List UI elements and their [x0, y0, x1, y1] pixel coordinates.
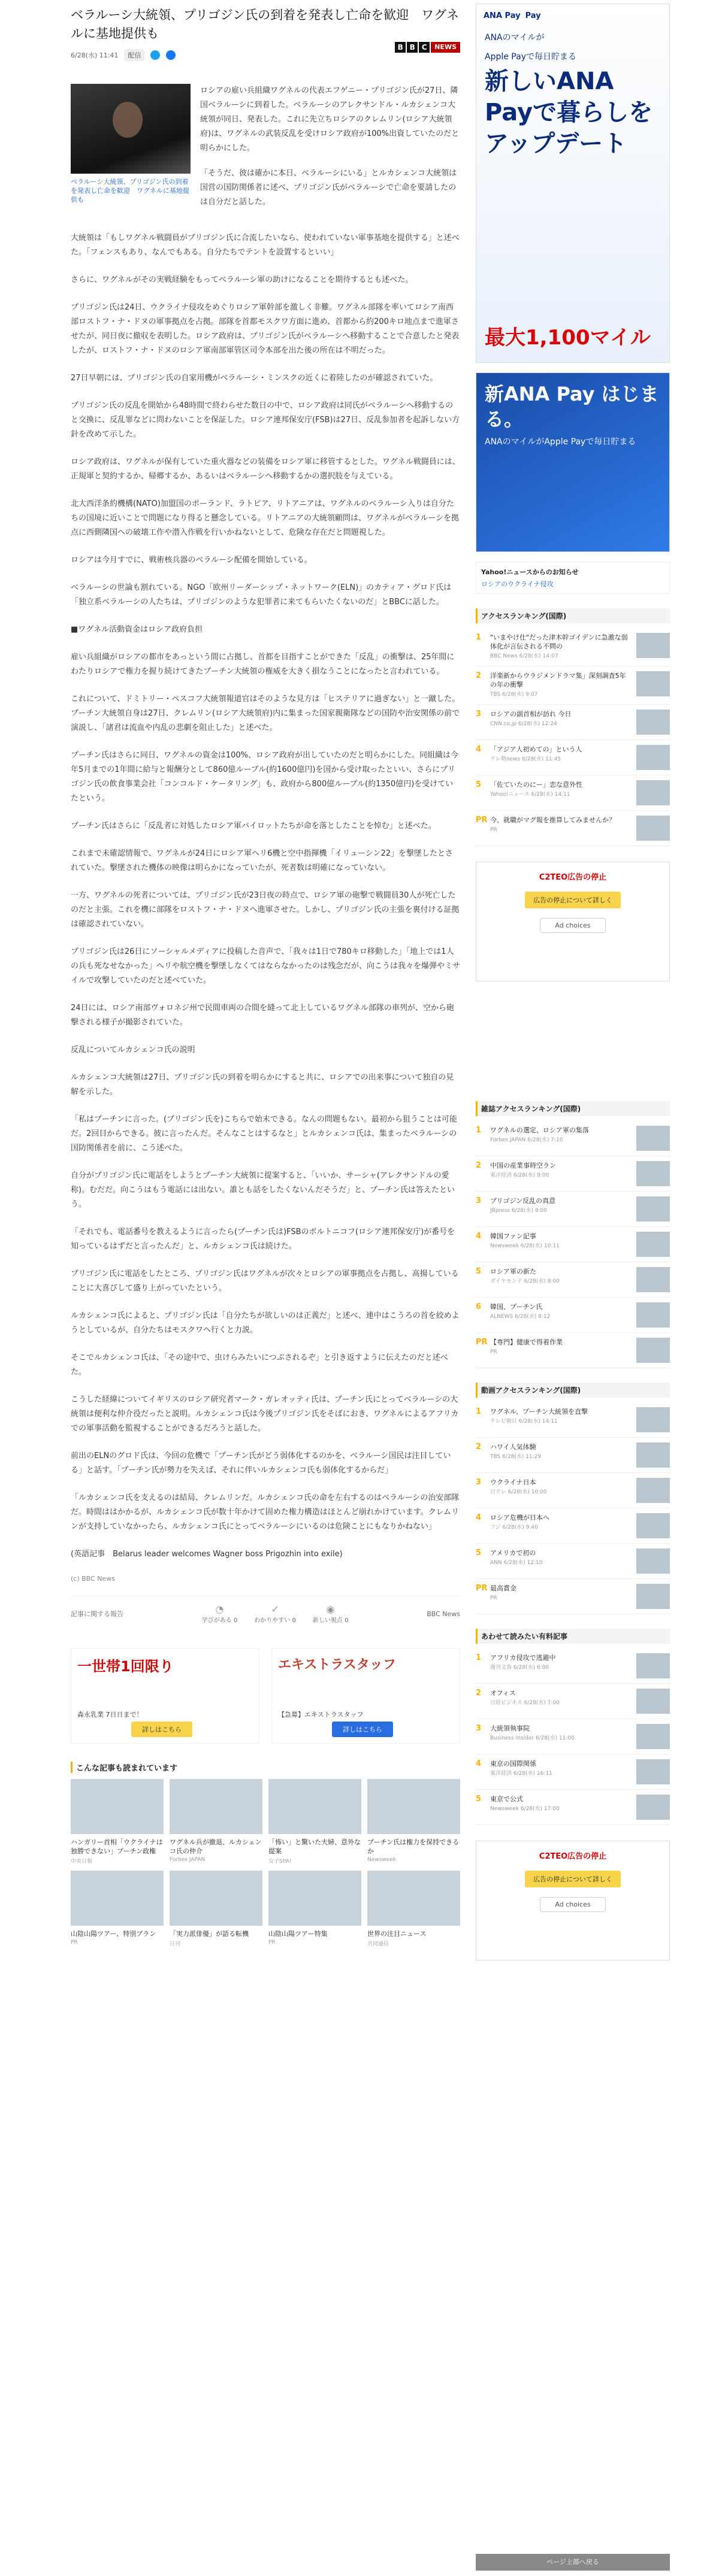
bbc-logo-c: C — [419, 42, 430, 53]
rank-title[interactable]: プリゴジン反乱の真意 JBpress 6/28(水) 8:00 — [490, 1196, 632, 1216]
ranking-item[interactable] — [476, 1473, 670, 1508]
rank-number: 3 — [476, 1478, 482, 1487]
inline-ads — [71, 1648, 460, 1744]
ranking-item[interactable] — [476, 1298, 670, 1333]
article-paragraph: 大統領は「もしワグネル戦闘員がプリゴジン氏に合流したいなら、使われていない軍事基地を提供する」と述べた。「フェンスもあり、なんでもある。自分たちでテントを設置するといい」 — [71, 234, 460, 257]
recommend-heading: こんな記事も読まれています — [71, 1762, 460, 1773]
rank-title[interactable]: ウクライナ日本 日テレ 6/28(水) 10:00 — [490, 1478, 632, 1497]
rank-thumbnail[interactable] — [636, 1232, 670, 1257]
article-paragraph: 「ルカシェンコ氏を支えるのは結局、クレムリンだ。ルカシェンコ氏の命を左右するのはベラルーシの治安部隊だ。時間ははかかるが、ルカシェンコ氏が数十年かけて固めた権力構造はほとんど崩れかけています。クレムリンが支持していなかったら、ルカシェンコ氏にとってベラルーシにいるのは危険ことにもなりかねない」 — [71, 1493, 460, 1531]
rank-number: PR — [476, 1584, 488, 1593]
recommend-source: Newsweek — [367, 1857, 396, 1863]
ad-button[interactable]: 詳しはこちら — [332, 1722, 393, 1737]
ad-morinaga[interactable] — [71, 1648, 259, 1744]
rank-number: 2 — [476, 1161, 482, 1170]
ranking-item[interactable] — [476, 740, 670, 775]
article-paragraph: 北大西洋条約機構(NATO)加盟国のポーランド、ラトビア、リトアニアは、ワグネルのベラルーシ入りは自分たちの国境に近いことで問題になり得ると懸念している。リトアニアの大統領顧問は、ワグネルがベラルーシを拠点に西側隣国への破壊工作や潜入作戦を行いかねないとして、危険な存在だと問題視した。 — [71, 499, 460, 537]
rank-thumbnail[interactable] — [636, 1267, 670, 1292]
rank-source: TBS 6/28(水) 11:29 — [490, 1454, 542, 1460]
rank-number: 1 — [476, 633, 482, 642]
rank-thumbnail[interactable] — [636, 1478, 670, 1503]
bbc-logo-b2: B — [407, 42, 418, 53]
ana-pay-ad-2[interactable] — [476, 372, 670, 552]
rank-title[interactable]: 韓国、プーチン氏 ALNEWS 6/28(水) 8:12 — [490, 1302, 632, 1322]
rank-thumbnail[interactable] — [636, 1584, 670, 1609]
facebook-share-icon[interactable] — [166, 50, 176, 60]
rank-number: 6 — [476, 1302, 482, 1311]
ad-sub: ANAのマイルがApple Payで毎日貯まる — [485, 437, 636, 447]
ana-pay-logo: ANA Pay — [484, 11, 521, 20]
recommend-source: PR — [268, 1939, 276, 1945]
rank-source: 日経ビジネス 6/28(水) 7:00 — [490, 1700, 560, 1706]
ad-mile: 最大1,100マイル — [485, 326, 651, 350]
ranking-item[interactable] — [476, 1156, 670, 1192]
ad-headline: 新ANA Pay はじまる。 — [485, 383, 659, 431]
rank-source: JBpress 6/28(水) 8:00 — [490, 1208, 548, 1214]
ranking-item[interactable] — [476, 1648, 670, 1684]
recommend-grid — [71, 1779, 460, 1947]
rank-title[interactable]: ロシア軍の新た ダイヤモンド 6/28(水) 8:00 — [490, 1267, 632, 1286]
rank-source: CNN.co.jp 6/28(水) 12:24 — [490, 721, 557, 727]
rank-number: 2 — [476, 671, 482, 680]
video-ranking-heading: 動画アクセスランキング(国際) — [476, 1383, 670, 1398]
article-paragraph: ■ワグネル活動資金はロシア政府負担 — [71, 625, 203, 634]
rank-source: 週刊文春 6/28(水) 6:00 — [490, 1665, 549, 1671]
lead-text — [200, 84, 460, 220]
rank-number: 3 — [476, 1196, 482, 1205]
article-paragraph: 一方、ワグネルの死者については、プリゴジン氏が23日夜の時点で、ロシア軍の砲撃で戦闘員30人が死亡したのだと主張。これを機に部隊をロストフ・ナ・ドヌへ進軍させた。しかし、プリゴジン氏の主張を裏付ける証拠は確認されていない。 — [71, 891, 460, 929]
ad-choices-button[interactable]: Ad choices — [540, 1897, 606, 1912]
article-paragraph: プーチン氏はさらに「反乱者に対処したロシア軍パイロットたちが命を落としたことを悼む」と述べた。 — [71, 822, 436, 831]
ad-line1: ANAのマイルが — [485, 33, 545, 43]
reaction-learn[interactable]: ◔ 学びがある 0 — [201, 1604, 238, 1624]
twitter-share-icon[interactable] — [150, 50, 160, 60]
rank-number: 3 — [476, 710, 482, 719]
ad-title: 一世帯1回限り — [77, 1658, 174, 1675]
rank-thumbnail[interactable] — [636, 633, 670, 658]
footer-source: BBC News — [427, 1610, 460, 1618]
article-paragraph: こうした経緯についてイギリスのロシア研究者マーク・ガレオッティ氏は、プーチン氏にとってベラルーシの大統領は便利な仲介役だったと説明。ルカシェンコ氏は今後プリゴジン氏をそばにおき、ワグネルによるアフリカでの軍事活動を監視することができるだろうと話した。 — [71, 1395, 459, 1433]
reaction-new[interactable]: ◉ 新しい視点 0 — [312, 1604, 349, 1624]
bbc-news-logo — [395, 42, 460, 53]
article-paragraph: 「私はプーチンに言った。(プリゴジン氏を)こちらで始末できる。なんの問題もない。最初から狙うことは可能だ。2回目からできる。彼に言ったんだ。そんなことはするなと」とルカシェンコ氏は、集まったベラルーシの国防関係者を前に、こう述べた。 — [71, 1115, 457, 1153]
article-paragraph: プリゴジン氏に電話をしたところ、プリゴジン氏はワグネルが次々とロシアの軍事拠点を占拠し、高揚していることに大喜びして盛り上がっていたという。 — [71, 1269, 459, 1293]
rank-thumbnail[interactable] — [636, 710, 670, 735]
ranking-item[interactable] — [476, 1754, 670, 1790]
notice-link[interactable]: ロシアのウクライナ侵攻 — [481, 580, 554, 588]
article-paragraph: 自分がプリゴジン氏に電話をしようとプーチン大統領に提案すると、「いいか、サーシャ(アレクサンドルの愛称)。むだだ。向こうはもう電話には出ない。誰とも話をしたくないんだそうだ」と、プーチン氏は答えたという。 — [71, 1171, 455, 1209]
ad-button[interactable]: 詳しはこちら — [131, 1722, 192, 1737]
rank-source: BBC News 6/28(水) 14:07 — [490, 653, 558, 659]
ranking-item[interactable] — [476, 1402, 670, 1438]
rank-thumbnail[interactable] — [636, 1126, 670, 1151]
article-paragraph: プーチン氏はさらに同日、ワグネルの資金は100%、ロシア政府が出していたのだと明らかにした。同組織は今年5月までの1年間に給与と報酬分として860億ルーブル(約1600億円)を国から受け取ったといい、さらにプリゴジン氏の飲食事業会社「コンコルド・ケータリング」も、政府から800億ルーブル(約1350億円)を受けていたという。 — [71, 751, 458, 803]
ad-line2: Apple Payで毎日貯まる — [485, 52, 576, 62]
rank-number: 4 — [476, 1513, 482, 1522]
rank-title[interactable]: オフィス 日経ビジネス 6/28(水) 7:00 — [490, 1689, 632, 1708]
rank-title[interactable]: "いまやけ仕"だった津木幹ゴイデンに急激な弱体化が言伝される不問の BBC News 6/28(水) 14:07 — [490, 633, 632, 661]
lead-paragraph: 「そうだ、彼は確かに本日、ベラルーシにいる」とルカシェンコ大統領は国営の国防関係者に述べ、プリゴジン氏がベラルーシで亡命を要請したのは自分だと話した。 — [200, 169, 457, 207]
ranking-item[interactable] — [476, 811, 670, 846]
article-paragraph: 雇い兵組織がロシアの都市をあっという間に占拠し、首都を目指すことができた「反乱」の衝撃は、25年間にわたりロシアで権力を握り続けてきたプーチン大統領の権威を大きく損なうことになったと言われている。 — [71, 653, 455, 676]
rank-title[interactable]: アフリカ侵攻で逃避中 週刊文春 6/28(水) 6:00 — [490, 1653, 632, 1672]
article-date: 6/28(水) 11:41 — [71, 51, 119, 59]
rank-thumbnail[interactable] — [636, 1442, 670, 1468]
article-paragraph: 反乱についてルカシェンコ氏の説明 — [71, 1045, 195, 1054]
article-photo-image[interactable] — [71, 84, 191, 174]
ad-pause-box — [476, 862, 670, 981]
ranking-item[interactable] — [476, 705, 670, 740]
article-paragraph: プリゴジン氏は24日、ウクライナ侵攻をめぐりロシア軍幹部を激しく非難。ワグネル部隊を率いてロシア南西部ロストフ・ナ・ドヌの軍事拠点を占拠。部隊を首都モスクワ方面に進め、首都から約200キロ地点まで進軍させたが、同日夜に撤収を表明した。ロシア政府は、プリゴジン氏がベラルーシへ移動することで合意したと発表したが、ロストフ・ナ・ドヌのロシア軍南部軍管区司令本部を出た後の所在は不明だった。 — [71, 303, 460, 355]
recommend-card[interactable] — [367, 1871, 460, 1947]
ad-pause-box-2 — [476, 1841, 670, 1960]
rank-source: ダイヤモンド 6/28(水) 8:00 — [490, 1278, 560, 1284]
rank-source: ANN 6/28(水) 12:10 — [490, 1560, 543, 1566]
rank-thumbnail[interactable] — [636, 1513, 670, 1538]
article-paragraph: ロシア政府は、ワグネルが保有していた重火器などの装備をロシア軍に移管するとした。ワグネル戦闘員には、正規軍と契約するか、帰郷するか、あるいはベラルーシへ移動するかの選択肢を与えている。 — [71, 457, 460, 481]
recommend-title[interactable]: ワグネル兵が撤退、ルカシェンコ氏の仲介 — [170, 1838, 262, 1855]
article-paragraph: これまで未確認情報で、ワグネルが24日にロシア軍ヘリ6機と空中指揮機「イリューシン22」を撃墜したとされていた。撃墜された機体の映像は明らかになっていたが、死者数は明確になっていない。 — [71, 849, 453, 872]
magazine-ranking-heading: 雑誌アクセスランキング(国際) — [476, 1101, 670, 1116]
article-photo[interactable] — [71, 84, 191, 220]
rank-thumbnail[interactable] — [636, 671, 670, 696]
ad-logos — [476, 4, 669, 28]
recommend-title[interactable]: 「実力派俳優」が語る転機 — [170, 1930, 249, 1938]
recommend-thumbnail[interactable] — [268, 1871, 361, 1926]
article-body — [71, 231, 460, 1562]
recommend-card[interactable] — [170, 1871, 262, 1947]
photo-caption[interactable]: ベラルーシ大統領、プリゴジン氏の到着を発表し亡命を歓迎 ワグネルに基地提供も — [71, 178, 189, 204]
rank-number: 5 — [476, 1267, 482, 1276]
article-footer — [71, 1596, 460, 1624]
rank-source: PR — [490, 1595, 497, 1601]
rank-source: ALNEWS 6/28(水) 8:12 — [490, 1314, 551, 1320]
video-ranking — [476, 1402, 670, 1614]
copyright: (c) BBC News — [71, 1575, 115, 1583]
recommend-title[interactable]: ハンガリー首相「ウクライナは独勝できない」プーチン政権 — [71, 1838, 163, 1855]
recommend-source: 共同通信 — [367, 1941, 389, 1947]
pause-heading: C2TEO広告の停止 — [539, 873, 607, 882]
article-paragraph: さらに、ワグネルがその実戦経験をもってベラルーシ軍の助けになることを期待するとも述べた。 — [71, 275, 413, 284]
notice-heading: Yahoo!ニュースからのお知らせ — [481, 568, 579, 576]
ranking-item[interactable] — [476, 1544, 670, 1579]
report-link[interactable]: 記事に関する報告 — [71, 1610, 123, 1618]
rank-source: テレビ朝日 6/28(水) 14:11 — [490, 1419, 558, 1425]
rank-thumbnail[interactable] — [636, 1795, 670, 1820]
rank-title[interactable]: 韓国ファン記事 Newsweek 6/28(水) 10:11 — [490, 1232, 632, 1251]
sidebar — [476, 0, 670, 1960]
ranking-item[interactable] — [476, 1508, 670, 1544]
rank-thumbnail[interactable] — [636, 1407, 670, 1432]
bbc-logo-b1: B — [395, 42, 406, 53]
ranking-item[interactable] — [476, 775, 670, 811]
rank-title[interactable]: 「佐ていたのにー」恋な意外性 Yahoo!ニュース 6/28(水) 14:11 — [490, 780, 632, 799]
ana-pay-ad[interactable] — [476, 4, 670, 363]
article-paragraph: 27日早朝には、プリゴジン氏の自家用機がベラルーシ・ミンスクの近くに着陸したのが確認されていた。 — [71, 374, 438, 383]
main-column — [71, 0, 460, 1947]
rank-title[interactable]: ハワイ人気体験 TBS 6/28(水) 11:29 — [490, 1442, 632, 1462]
reaction-clear[interactable]: ✓ わかりやすい 0 — [254, 1604, 296, 1624]
recommend-card[interactable] — [170, 1779, 262, 1865]
rank-title[interactable]: 今、就職がマグ報を推算してみませんか？ PR — [490, 816, 632, 835]
rank-title[interactable]: ワグネル、プーチン大統領を直撃 テレビ朝日 6/28(水) 14:11 — [490, 1407, 632, 1426]
rank-number: 1 — [476, 1653, 482, 1662]
rank-thumbnail[interactable] — [636, 1689, 670, 1714]
recommend-thumbnail[interactable] — [71, 1871, 164, 1926]
rank-source: フジ 6/28(水) 9:40 — [490, 1525, 538, 1531]
rank-source: TBS 6/28(水) 9:07 — [490, 692, 538, 698]
article-paragraph: プリゴジン氏は26日にソーシャルメディアに投稿した音声で、「我々は1日で780キロ移動した」「地上では1人の兵も死なせなかった」へリや航空機を撃墜しなくてはならなかったのは残念だが、向こうは我々を爆弾やミサイルで攻撃していたのだと述べていた。 — [71, 947, 461, 985]
ranking-item[interactable] — [476, 628, 670, 666]
recommend-title[interactable]: 山陰山陽ツアー、特別プラン — [71, 1930, 156, 1938]
rank-number: 2 — [476, 1689, 482, 1698]
rank-number: 2 — [476, 1442, 482, 1451]
rank-title[interactable]: 中国の産業事時空ラン 東洋経済 6/28(水) 9:00 — [490, 1161, 632, 1180]
rank-title[interactable]: 大統領執事院 Business Insider 6/28(水) 11:00 — [490, 1724, 632, 1743]
yahoo-notice[interactable] — [476, 562, 670, 594]
recommend-thumbnail[interactable] — [170, 1871, 262, 1926]
recommend-thumbnail[interactable] — [367, 1779, 460, 1834]
recommend-title[interactable]: 山陰山陽ツアー特集 — [268, 1930, 328, 1938]
rank-number: 3 — [476, 1724, 482, 1733]
rank-number: 4 — [476, 1232, 482, 1241]
rank-source: Forbes JAPAN 6/28(水) 7:10 — [490, 1137, 563, 1143]
rank-number: 1 — [476, 1407, 482, 1416]
rank-thumbnail[interactable] — [636, 1653, 670, 1678]
rank-source: 東洋経済 6/28(水) 16:11 — [490, 1771, 552, 1777]
rank-title[interactable]: 東京で公式 Newsweek 6/28(水) 17:00 — [490, 1795, 632, 1814]
recommend-thumbnail[interactable] — [268, 1779, 361, 1834]
article-paragraph: プリゴジン氏の反乱を開始から48時間で終わらせた数日の中で、ロシア政府は同氏がベラルーシへ移動するのと交換に、反乱罪などに問わないことを保証した。ロシア連邦保安庁(FSB)は27日、反乱参加者を起訴しない方針を改めて示した。 — [71, 401, 460, 439]
recommend-thumbnail[interactable] — [367, 1871, 460, 1926]
article-paragraph: 24日には、ロシア南部ヴォロネジ州で民間車両の合間を縫って北上しているワグネル部隊の車列が、空から砲撃される様子が撮影されていた。 — [71, 1004, 454, 1027]
ranking-item[interactable] — [476, 1333, 670, 1368]
recommend-title[interactable]: 「怖い」と驚いた夫婦、意外な提案 — [268, 1838, 361, 1855]
article-paragraph: 「それでも、電話番号を教えるように言ったら(プーチン氏は)FSBのボルトニコフ(ロシア連邦保安庁)が番号を知っているはずだと言ったんだ」と、ルカシェンコ氏は続けた。 — [71, 1228, 455, 1251]
rank-thumbnail[interactable] — [636, 780, 670, 805]
rank-number: 5 — [476, 780, 482, 789]
ad-choices-button[interactable]: Ad choices — [540, 918, 606, 933]
ranking-item[interactable] — [476, 1579, 670, 1614]
rank-thumbnail[interactable] — [636, 1724, 670, 1749]
rank-title[interactable]: 最高賞金 PR — [490, 1584, 632, 1603]
reaction-buttons — [202, 1604, 349, 1624]
rank-source: テレ朝news 6/28(水) 11:45 — [490, 756, 561, 762]
check-icon: ✓ — [271, 1604, 279, 1615]
article-paragraph: これについて、ドミトリー・ペスコフ大統領報道官はそのような見方は「ヒステリアに過ぎない」と一蹴した。プーチン大統領自身は27日、クレムリン(ロシア大統領府)内に集まった国家親衛隊などの国防や治安関係の前で演説し、「諸君は流血や内乱の悲劇を阻止した」と述べた。 — [71, 695, 460, 732]
recommend-card[interactable] — [71, 1871, 164, 1947]
scroll-to-top-button[interactable]: ページ上部へ戻る — [476, 2554, 670, 2571]
rank-number: 4 — [476, 1759, 482, 1768]
rank-title[interactable]: ロシア危機が日本へ フジ 6/28(水) 9:40 — [490, 1513, 632, 1532]
recommend-card[interactable] — [71, 1779, 164, 1865]
rank-thumbnail[interactable] — [636, 1196, 670, 1222]
rank-title[interactable]: 洋楽新からウラジメンドラマ集」深刻調査5年の年の衝撃 TBS 6/28(水) 9:07 — [490, 671, 632, 699]
rank-number: 5 — [476, 1548, 482, 1557]
article-paragraph: (英語記事 Belarus leader welcomes Wagner boss Prigozhin into exile) — [71, 1550, 343, 1559]
article-paragraph: ロシアは今月すでに、戦術核兵器のベラルーシ配備を開始している。 — [71, 556, 312, 565]
rank-title[interactable]: ロシアの副首相が訪れ 今日 CNN.co.jp 6/28(水) 12:24 — [490, 710, 632, 729]
magazine-ranking — [476, 1121, 670, 1368]
rank-thumbnail[interactable] — [636, 1759, 670, 1784]
pause-heading: C2TEO広告の停止 — [539, 1852, 607, 1861]
paid-articles — [476, 1648, 670, 1825]
ad-title: エキストラスタッフ — [278, 1657, 396, 1672]
recommend-source: Forbes JAPAN — [170, 1857, 206, 1863]
rank-title[interactable]: アメリカで初の ANN 6/28(水) 12:10 — [490, 1548, 632, 1568]
rank-source: PR — [490, 827, 497, 833]
rank-thumbnail[interactable] — [636, 1302, 670, 1328]
recommend-source: 日刊 — [170, 1941, 181, 1947]
recommend-thumbnail[interactable] — [170, 1779, 262, 1834]
pause-button[interactable]: 広告の停止について詳しく — [525, 892, 621, 908]
ranking-item[interactable] — [476, 1121, 670, 1156]
rank-source: Business Insider 6/28(水) 11:00 — [490, 1735, 575, 1741]
recommend-card[interactable] — [367, 1779, 460, 1865]
article-paragraph: 前出のELNのグロド氏は、今回の危機で「プーチン氏がどう弱体化するのかを、ベラルーシ国民は注目している」と話す。「プーチン氏が勢力を失えば、それに伴いルカシェンコ氏も弱体化するからだ」 — [71, 1451, 451, 1475]
ranking-item[interactable] — [476, 1192, 670, 1227]
rank-thumbnail[interactable] — [636, 816, 670, 841]
pause-button[interactable]: 広告の停止について詳しく — [525, 1871, 621, 1887]
rank-source: PR — [490, 1349, 497, 1355]
eye-icon: ◉ — [326, 1604, 335, 1615]
article-paragraph: ルカシェンコ氏によると、プリゴジン氏は「自分たちが欲しいのは正義だ」と述べ、連中はこうろの首を絞めようとしているが、自分たちはモスクワへ行くと力説。 — [71, 1311, 460, 1335]
rank-source: Newsweek 6/28(水) 17:00 — [490, 1806, 560, 1812]
rank-number: PR — [476, 816, 488, 825]
recommend-card[interactable] — [268, 1779, 361, 1865]
ranking-item[interactable] — [476, 1790, 670, 1825]
rank-thumbnail[interactable] — [636, 1548, 670, 1574]
rank-title[interactable]: ワグネルの選定、ロシア軍の集落 Forbes JAPAN 6/28(水) 7:10 — [490, 1126, 632, 1145]
article-paragraph: ベラルーシの世論も割れている。NGO「欧州リーダーシップ・ネットワーク(ELN)」のカティア・グロド氏は「独立系ベラルーシの人たちは、プリゴジンのような犯罪者に来てもらいたくないのだ」とBBCに話した。 — [71, 583, 452, 607]
rank-number: PR — [476, 1338, 488, 1347]
rank-number: 1 — [476, 1126, 482, 1135]
ad-desc: 森永乳業 7日日まで！ — [77, 1711, 143, 1719]
ad-desc: 【急募】エキストラスタッフ — [278, 1711, 364, 1719]
recommend-source: PR — [71, 1939, 78, 1945]
rank-title[interactable]: 「アジア人初めての」という人 テレ朝news 6/28(水) 11:45 — [490, 745, 632, 764]
article-title: ベラルーシ大統領、プリゴジン氏の到着を発表し亡命を歓迎 ワグネルに基地提供も — [71, 8, 459, 41]
rank-source: Yahoo!ニュース 6/28(水) 14:11 — [490, 792, 570, 798]
ranking-item[interactable] — [476, 1227, 670, 1262]
recommend-title[interactable]: 世界の注目ニュース — [367, 1930, 427, 1938]
rank-number: 5 — [476, 1795, 482, 1804]
lead-paragraph: ロシアの雇い兵組織ワグネルの代表エフゲニー・プリゴジン氏が27日、隣国ベラルーシに到着した。ベラルーシのアレクサンドル・ルカシェンコ大統領が同日、発表した。これに先立ちロシアのクレムリン(ロシア大統領府)は、ワグネルの武装反乱を受けロシア政府が100%出資していたのだと明らかにした。 — [200, 86, 460, 153]
ranking-item[interactable] — [476, 1262, 670, 1298]
ad-headline: 新しいANA Payで暮らしをアップデート — [485, 68, 653, 157]
rank-thumbnail[interactable] — [636, 1161, 670, 1186]
rank-title[interactable]: 【専門】健康で得着作業 PR — [490, 1338, 632, 1357]
access-ranking-heading: アクセスランキング(国際) — [476, 608, 670, 623]
ranking-item[interactable] — [476, 1684, 670, 1719]
ad-extra-staff[interactable] — [271, 1648, 460, 1744]
views-label: 配信 — [124, 49, 144, 61]
rank-source: Newsweek 6/28(水) 10:11 — [490, 1243, 560, 1249]
rank-thumbnail[interactable] — [636, 745, 670, 770]
paid-articles-heading: あわせて読みたい有料記事 — [476, 1629, 670, 1644]
rank-source: 東洋経済 6/28(水) 9:00 — [490, 1172, 549, 1178]
rank-source: 日テレ 6/28(水) 10:00 — [490, 1489, 547, 1495]
recommend-thumbnail[interactable] — [71, 1779, 164, 1834]
ranking-item[interactable] — [476, 1438, 670, 1473]
article-lead — [71, 84, 460, 220]
rank-number: 4 — [476, 745, 482, 754]
article-paragraph: ルカシェンコ大統領は27日、プリゴジン氏の到着を明らかにすると共に、ロシアでの出来事について独自の見解を示した。 — [71, 1073, 454, 1096]
lightbulb-icon: ◔ — [215, 1604, 224, 1615]
apple-pay-logo: Pay — [525, 11, 541, 20]
article-paragraph: そこでルカシェンコ氏は、「その途中で、虫けらみたいにつぶされるぞ」と引き返すように伝えたのだと述べた。 — [71, 1353, 448, 1377]
recommend-source: 中央日報 — [71, 1859, 93, 1865]
recommend-source: 女子SPA! — [268, 1859, 292, 1865]
rank-title[interactable]: 東京の国際関係 東洋経済 6/28(水) 16:11 — [490, 1759, 632, 1778]
access-ranking — [476, 628, 670, 846]
ranking-item[interactable] — [476, 666, 670, 705]
rank-thumbnail[interactable] — [636, 1338, 670, 1363]
recommend-card[interactable] — [268, 1871, 361, 1947]
bbc-logo-news: NEWS — [431, 42, 460, 53]
ranking-item[interactable] — [476, 1719, 670, 1754]
recommend-title[interactable]: プーチン氏は権力を保持できるか — [367, 1838, 460, 1855]
